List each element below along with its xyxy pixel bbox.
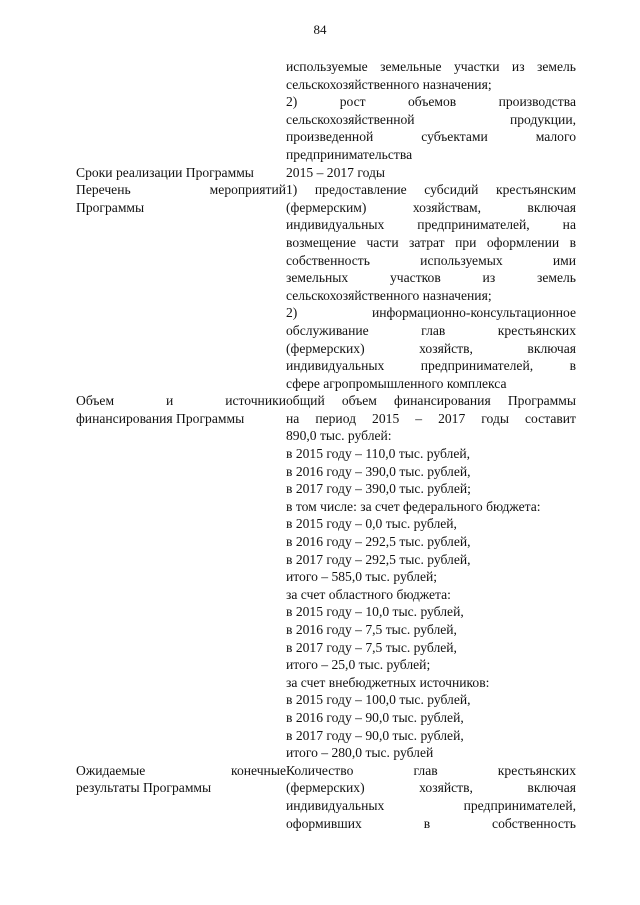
row-value-line: в том числе: за счет федерального бюджета: [286,498,541,514]
row-value-line: произведенной субъектами малого [286,129,576,145]
row-label [76,392,286,761]
row-value-line: 1) предоставление субсидий крестьянским [286,182,576,198]
row-value-line: в 2016 году – 390,0 тыс. рублей, [286,463,471,479]
row-label [76,181,286,392]
row-value-line: используемые земельные участки из земель [286,59,576,74]
row-value-line: в 2016 году – 292,5 тыс. рублей, [286,534,471,550]
row-value-line: в 2015 году – 10,0 тыс. рублей, [286,604,464,620]
row-label [76,762,286,832]
row-value-line: в 2015 году – 0,0 тыс. рублей, [286,516,457,532]
row-value-line: за счет внебюджетных источников: [286,674,490,690]
table-row [76,58,576,164]
row-value-line: (фермерских) хозяйств, включая [286,780,576,796]
row-label-line: Объем и источники [76,393,286,409]
row-value-line: в 2016 году – 7,5 тыс. рублей, [286,622,457,637]
row-label-line: Перечень мероприятий [76,182,286,198]
row-value-line: общий объем финансирования Программы [286,393,576,409]
row-value-line: 2) информационно-консультационное [286,305,576,321]
table-row [76,181,576,392]
row-value-line: в 2016 году – 90,0 тыс. рублей, [286,709,464,725]
row-value-line: итого – 25,0 тыс. рублей; [286,657,431,673]
row-value [286,762,576,832]
row-label-line: финансирования Программы [76,410,245,426]
row-value-line: в 2017 году – 7,5 тыс. рублей, [286,639,457,655]
row-value-line: возмещение части затрат при оформлении в [286,234,576,250]
row-value-line: обслуживание глав крестьянских [286,322,576,338]
row-value-line: 890,0 тыс. рублей: [286,428,392,444]
row-value [286,392,576,761]
row-value-line: за счет областного бюджета: [286,586,451,602]
table-row [76,762,576,832]
row-value-line: на период 2015 – 2017 годы составит [286,410,576,426]
row-value-line: предпринимательства [286,146,413,162]
row-label [76,58,286,164]
row-value-line: итого – 280,0 тыс. рублей [286,745,434,761]
row-value-line: индивидуальных предпринимателей, в [286,358,576,374]
row-value-line: в 2015 году – 100,0 тыс. рублей, [286,692,471,708]
row-value-line: итого – 585,0 тыс. рублей; [286,569,438,585]
row-value-line: индивидуальных предпринимателей, на [286,217,576,233]
row-value-line: сельскохозяйственного назначения; [286,76,492,92]
row-value [286,164,576,182]
row-value-line: земельных участков из земель [286,270,576,286]
row-value-line: сфере агропромышленного комплекса [286,375,507,391]
row-value-line: 2) рост объемов производства [286,94,576,110]
row-value-line: сельскохозяйственного назначения; [286,287,492,303]
row-value [286,181,576,392]
row-label-line: Ожидаемые конечные [76,762,286,778]
row-label-line: результаты Программы [76,780,212,796]
row-value-line: собственность используемых ими [286,252,576,268]
row-value-line: 2015 – 2017 годы [286,164,386,180]
row-value-line: в 2017 году – 292,5 тыс. рублей, [286,551,471,567]
row-value-line: (фермерских) хозяйств, включая [286,340,576,356]
row-value-line: в 2017 году – 390,0 тыс. рублей; [286,481,471,497]
row-label [76,164,286,182]
row-value-line: Количество глав крестьянских [286,762,576,778]
row-value-line: индивидуальных предпринимателей, [286,797,576,813]
row-value-line: оформивших в собственность [286,815,576,831]
table-row [76,392,576,761]
program-passport-table [76,58,576,832]
row-label-line: Программы [76,199,145,215]
row-value-line: сельскохозяйственной продукции, [286,111,576,127]
row-value-line: в 2015 году – 110,0 тыс. рублей, [286,446,471,462]
row-value [286,58,576,164]
row-value-line: (фермерским) хозяйствам, включая [286,199,576,215]
row-label-line: Сроки реализации Программы [76,164,254,180]
page-number: 84 [313,22,327,37]
row-value-line: в 2017 году – 90,0 тыс. рублей, [286,727,464,743]
table-row [76,164,576,182]
